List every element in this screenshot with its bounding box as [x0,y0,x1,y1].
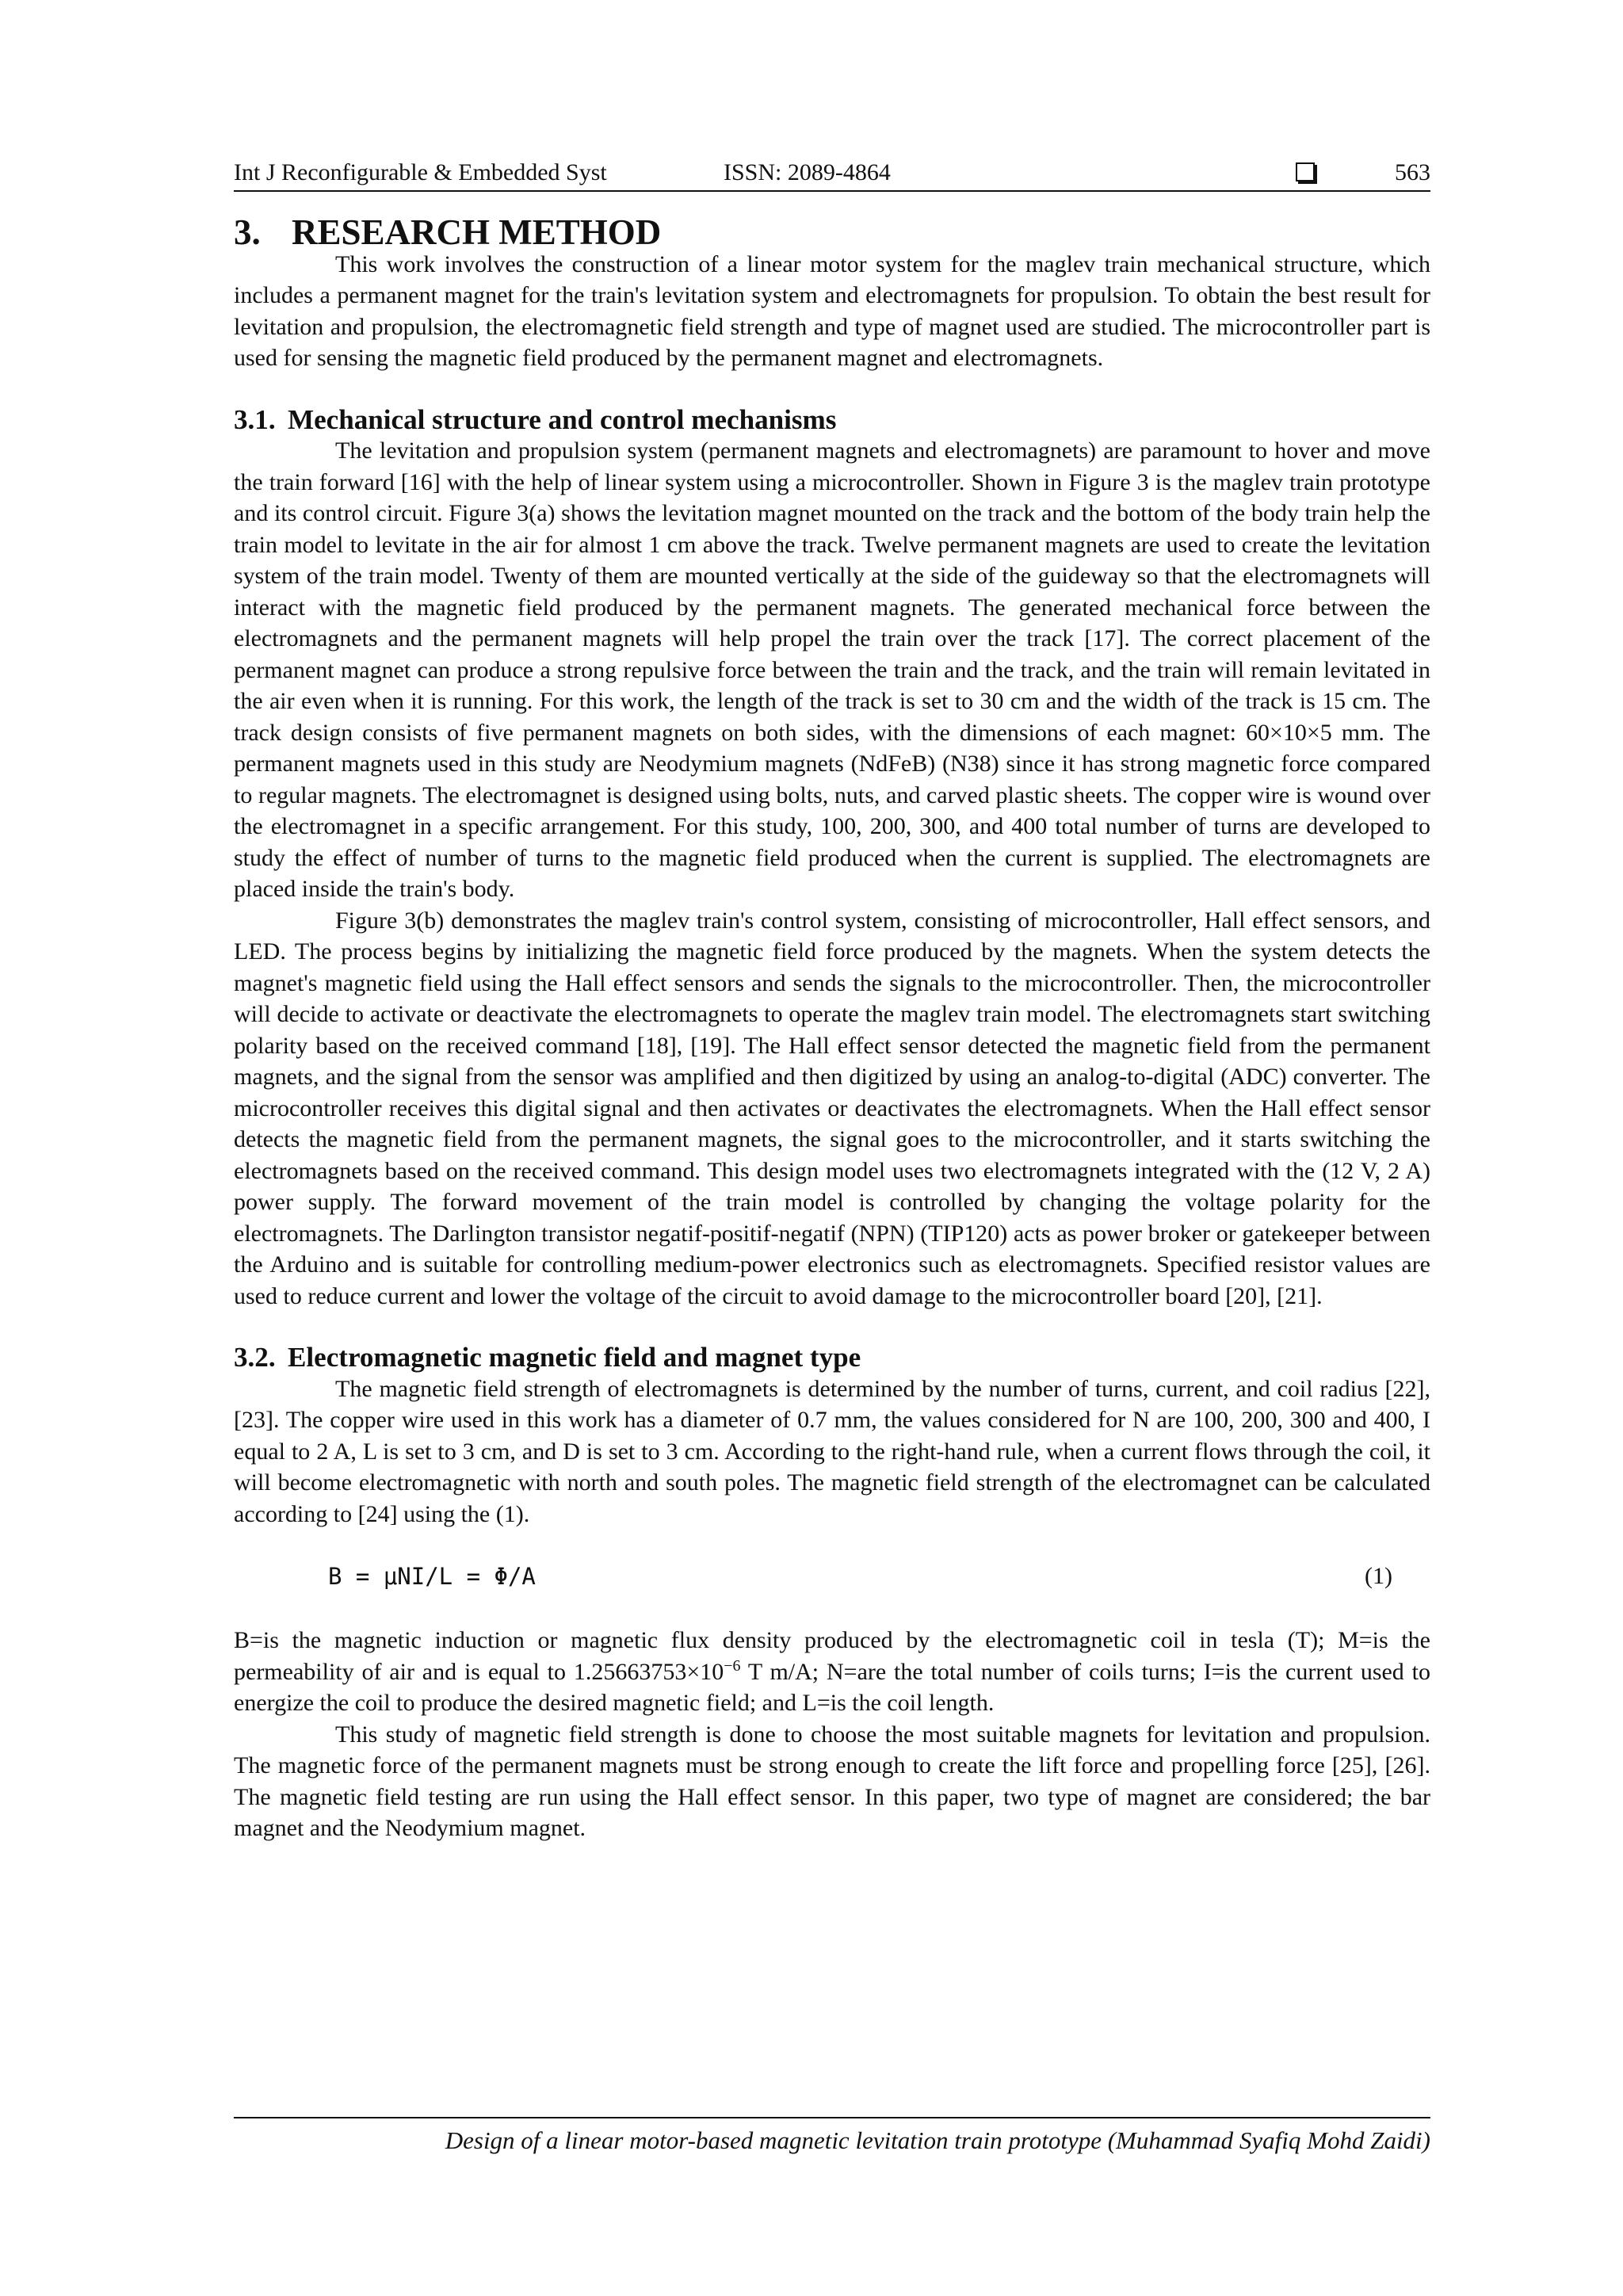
checkbox-square-icon [1296,162,1315,181]
running-header [234,155,1430,192]
paragraph: The magnetic field strength of electromagnets is determined by the number of turns, current, and coil radius [22], [23]. The copper wire used in this work has a diameter of 0.7 mm, the values considered for N are 100, 200, 300 and 400, I equal to 2 A, L is set to 3 cm, and D is set to 3 cm. According to the right-hand rule, when a current flows through the coil, it will become electromagnetic with north and south poles. The magnetic field strength of the electromagnet can be calculated according to [24] using the (1). [234,1375,1430,1527]
running-footer [234,2117,1430,2158]
issn: ISSN: 2089-4864 [724,159,891,185]
section-heading [234,212,1430,252]
journal-name: Int J Reconfigurable & Embedded Syst [234,159,607,185]
definitions-paragraph [234,1625,1430,1719]
paragraph: This work involves the construction of a linear motor system for the maglev train mechanical structure, which includes a permanent magnet for the train's levitation system and electromagnets for propulsion. To obtain the best result for levitation and propulsion, the electromagnetic field strength and type of magnet used are studied. The microcontroller part is used for sensing the magnetic field produced by the permanent magnet and electromagnets. [234,250,1430,371]
footer-text: Design of a linear motor-based magnetic levitation train prototype (Muhammad Syafiq Mohd Zaidi) [445,2126,1430,2154]
page-number: 563 [1395,159,1430,185]
equation [234,1549,1430,1604]
equation-expression: B = μNI/L = Φ/A [328,1563,536,1590]
page-content [234,155,1430,1844]
subsection-heading [234,1342,1430,1373]
subsection-title: Mechanical structure and control mechanisms [288,403,837,435]
exponent: −6 [724,1656,741,1675]
subsection-heading [234,404,1430,436]
definitions-text: B=is the magnetic induction or magnetic flux density produced by the electromagnetic coil in tesla (T); M=is the permeability of air and is equal to 1.25663753×10 [234,1627,1430,1685]
paragraph: This study of magnetic field strength is done to choose the most suitable magnets for levitation and propulsion. The magnetic force of the permanent magnets must be strong enough to create the lift force and propelling force [25], [26]. The magnetic field testing are run using the Hall effect sensor. In this paper, two type of magnet are considered; the bar magnet and the Neodymium magnet. [234,1721,1430,1841]
subsection-number: 3.2. [234,1342,276,1373]
paragraph: The levitation and propulsion system (permanent magnets and electromagnets) are paramount to hover and move the train forward [16] with the help of linear system using a microcontroller. Shown in Figure 3 is the maglev train prototype and its control circuit. Figure 3(a) shows the levitation magnet mounted on the track and the bottom of the body train help the train model to levitate in the air for almost 1 cm above the track. Twelve permanent magnets are used to create the levitation system of the train model. Twenty of them are mounted vertically at the side of the guideway so that the electromagnets will interact with the magnetic field produced by the permanent magnets. The generated mechanical force between the electromagnets and the permanent magnets will help propel the train over the track [17]. The correct placement of the permanent magnet can produce a strong repulsive force between the train and the track, and the train will remain levitated in the air even when it is running. For this work, the length of the track is set to 30 cm and the width of the track is 15 cm. The track design consists of five permanent magnets on both sides, with the dimensions of each magnet: 60×10×5 mm. The permanent magnets used in this study are Neodymium magnets (NdFeB) (N38) since it has strong magnetic force compared to regular magnets. The electromagnet is designed using bolts, nuts, and carved plastic sheets. The copper wire is wound over the electromagnet in a specific arrangement. For this study, 100, 200, 300, and 400 total number of turns are developed to study the effect of number of turns to the magnetic field produced when the current is supplied. The electromagnets are placed inside the train's body. [234,437,1430,902]
definitions-text: T m/A; N=are the total number of coils turns; I=is the current used to energize the coil to produce the desired magnetic field; and L=is the coil length. [234,1658,1430,1716]
body-text [234,212,1430,1844]
equation-number: (1) [1365,1563,1392,1589]
section-title: RESEARCH METHOD [292,212,662,252]
subsection-title: Electromagnetic magnetic field and magnet type [288,1342,861,1373]
section-number: 3. [234,212,261,252]
subsection-number: 3.1. [234,403,276,435]
paragraph: Figure 3(b) demonstrates the maglev train's control system, consisting of microcontroller, Hall effect sensors, and LED. The process begins by initializing the magnetic field force produced by the magnets. When the system detects the magnet's magnetic field using the Hall effect sensors and sends the signals to the microcontroller. Then, the microcontroller will decide to activate or deactivate the electromagnets to operate the maglev train model. The electromagnets start switching polarity based on the received command [18], [19]. The Hall effect sensor detected the magnetic field from the permanent magnets, and the signal from the sensor was amplified and then digitized by using an analog-to-digital (ADC) converter. The microcontroller receives this digital signal and then activates or deactivates the electromagnets. When the Hall effect sensor detects the magnetic field from the permanent magnets, the signal goes to the microcontroller, and it starts switching the electromagnets based on the received command. This design model uses two electromagnets integrated with the (12 V, 2 A) power supply. The forward movement of the train model is controlled by changing the voltage polarity for the electromagnets. The Darlington transistor negatif-positif-negatif (NPN) (TIP120) acts as power broker or gatekeeper between the Arduino and is suitable for controlling medium-power electronics such as electromagnets. Specified resistor values are used to reduce current and lower the voltage of the circuit to avoid damage to the microcontroller board [20], [21]. [234,907,1430,1309]
